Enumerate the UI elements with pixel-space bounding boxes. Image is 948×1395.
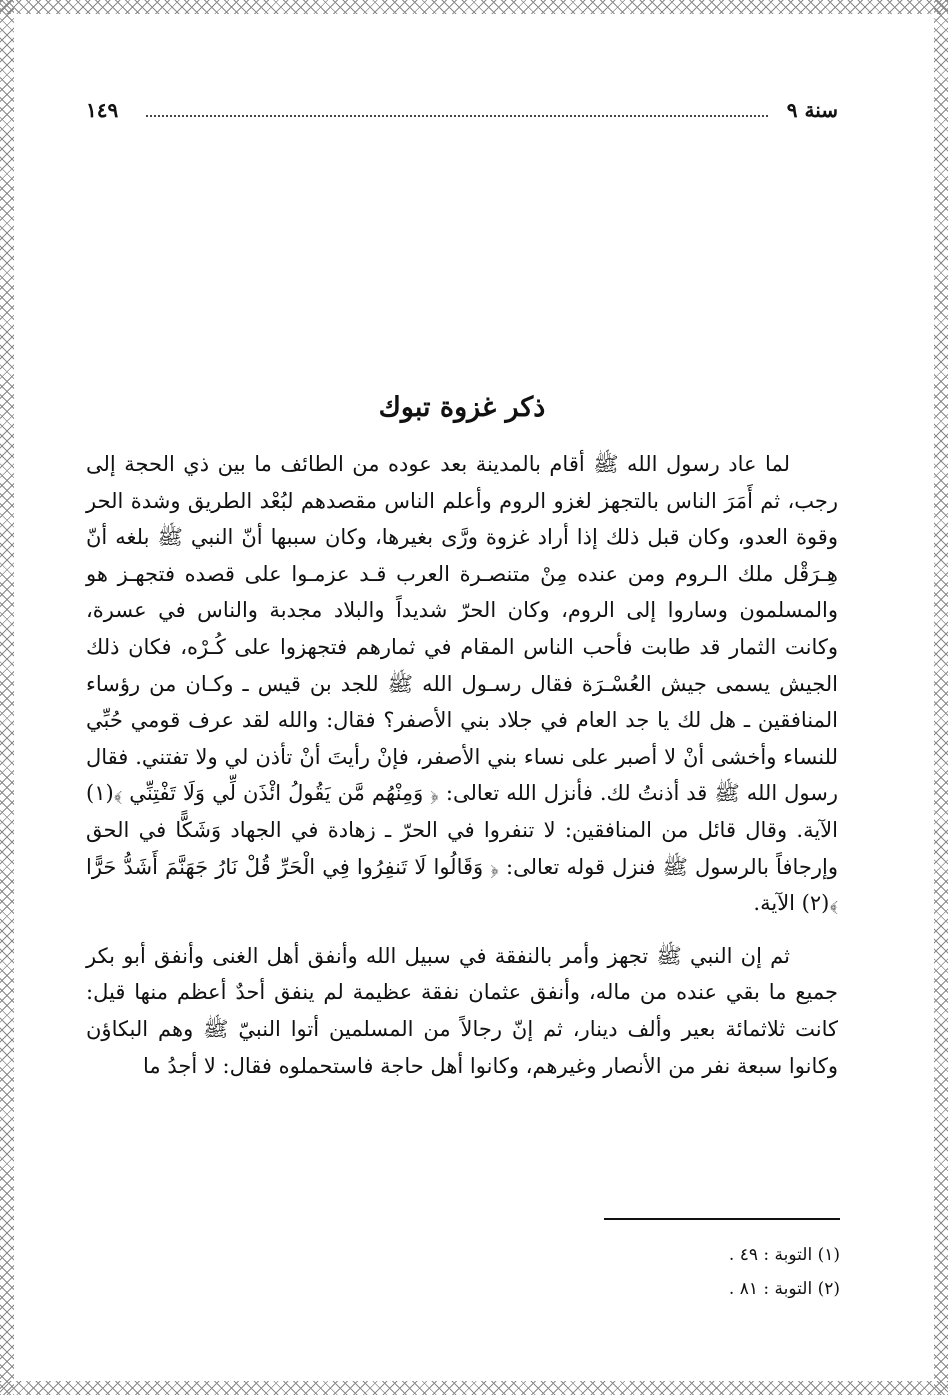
page-number: ١٤٩ (86, 98, 124, 122)
paragraph-2: ثم إن النبي ﷺ تجهز وأمر بالنفقة في سبيل الله وأنفق أهل الغنى وأنفق أبو بكر جميع ما بقي عنده من ماله، وأنفق عثمان نفقة عظيمة لم ينفق أحدٌ أعظم منها قيل: كانت ثلاثمائة بعير وألف دينار، ثم إنّ رجالاً من المسلمين أتوا النبيّ ﷺ وهم البكاؤن وكانوا سبعة نفر من الأنصار وغيرهم، وكانوا أهل حاجة فاستحملوه فقال: لا أجدُ ما (86, 943, 838, 1078)
page-border-right (934, 0, 948, 1395)
page-border-left (0, 0, 14, 1395)
footnotes (340, 1238, 840, 1306)
footnote-2: (٢) التوبة : ٨١ . (728, 1279, 840, 1299)
paragraph-1: لما عاد رسول الله ﷺ أقام بالمدينة بعد عوده من الطائف ما بين ذي الحجة إلى رجب، ثم أَمَرَ الناس بالتجهز لغزو الروم وأعلم الناس مقصدهم لبُعْد الطريق وشدة الحر وقوة العدو، وكان قبل ذلك إذا أراد غزوة ورَّى بغيرها، وكان سببها أنّ النبي ﷺ بلغه أنّ هِـرَقْل ملك الـروم ومن عنده مِنْ متنصـرة العرب قـد عزمـوا على قصده فتجهـز هو والمسلمون وساروا إلى الروم، وكان الحرّ شديداً والبلاد مجدبة والناس في عسرة، وكانت الثمار قد طابت فأحب الناس المقام في ثمارهم فتجهزوا على كُـرْه، فكان ذلك الجيش يسمى جيش العُسْـرَة فقال رسـول الله ﷺ للجد بن قيس ـ وكـان من رؤساء المنافقين ـ هل لك يا جد العام في جلاد بني الأصفر؟ فقال: والله لقد عرف قومي حُبِّي للنساء وأخشى أنْ لا أصبر على نساء بني الأصفر، فإنْ رأيتَ أنْ تأذن لي ولا تفتني. فقال رسول الله ﷺ قد أذنتُ لك. فأنزل الله تعالى: ﴿ وَمِنْهُم مَّن يَقُولُ ائْذَن لِّي وَلَا تَفْتِنِّي ﴾(١) الآية. وقال قائل من المنافقين: لا تنفروا في الحرّ ـ زهادة في الجهاد وَشَكًّا في الحق وإرجافاً بالرسول ﷺ فنزل قوله تعالى: ﴿ وَقَالُوا لَا تَنفِرُوا فِي الْحَرِّ قُلْ نَارُ جَهَنَّمَ أَشَدُّ حَرًّا ﴾(٢) الآية. (86, 452, 838, 916)
footnote-separator (604, 1218, 840, 1220)
footnote-1: (١) التوبة : ٤٩ . (728, 1245, 840, 1265)
page-border-bottom (0, 1381, 948, 1395)
body-text (86, 446, 838, 1084)
page-border-top (0, 0, 948, 14)
header-leader-dots (146, 115, 768, 117)
header-year-title: سنة ٩ (781, 98, 838, 122)
section-title: ذكر غزوة تبوك (378, 392, 546, 423)
running-header (86, 98, 838, 128)
